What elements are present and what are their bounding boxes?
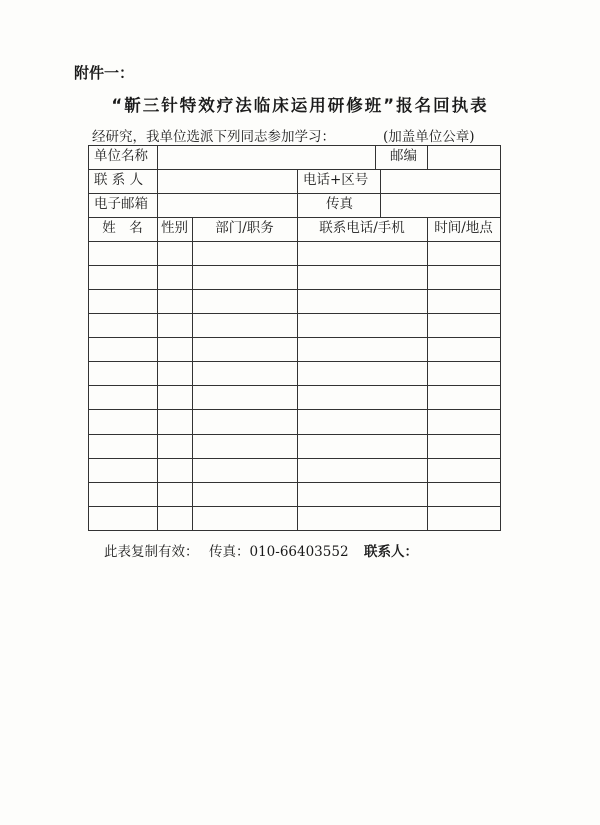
intro-line bbox=[92, 125, 475, 145]
fax-label: 传真 bbox=[326, 196, 353, 212]
unit-name-label: 单位名称 bbox=[94, 148, 148, 164]
postcode-label: 邮编 bbox=[390, 148, 417, 164]
footer-contact-label: 联系人： bbox=[364, 544, 418, 560]
registration-form-table bbox=[88, 145, 501, 531]
phone-area-label: 电话+区号 bbox=[303, 172, 369, 188]
col-header-dept: 部门/职务 bbox=[215, 220, 274, 236]
col-header-time-place: 时间/地点 bbox=[434, 220, 493, 236]
copy-valid-note: 此表复制有效： bbox=[104, 544, 199, 560]
form-title: “靳三针特效疗法临床运用研修班”报名回执表 bbox=[111, 96, 489, 115]
email-label: 电子邮箱 bbox=[94, 196, 148, 212]
footer-fax: 传真：010-66403552 bbox=[209, 544, 349, 560]
intro-text: 经研究，我单位选派下列同志参加学习： bbox=[92, 129, 335, 145]
col-header-name: 姓 名 bbox=[102, 220, 143, 236]
stamp-note: (加盖单位公章) bbox=[383, 129, 475, 145]
attachment-label: 附件一： bbox=[74, 64, 135, 82]
col-header-gender: 性别 bbox=[161, 220, 188, 236]
col-header-phone: 联系电话/手机 bbox=[319, 220, 405, 236]
contact-person-label: 联 系 人 bbox=[94, 172, 144, 188]
